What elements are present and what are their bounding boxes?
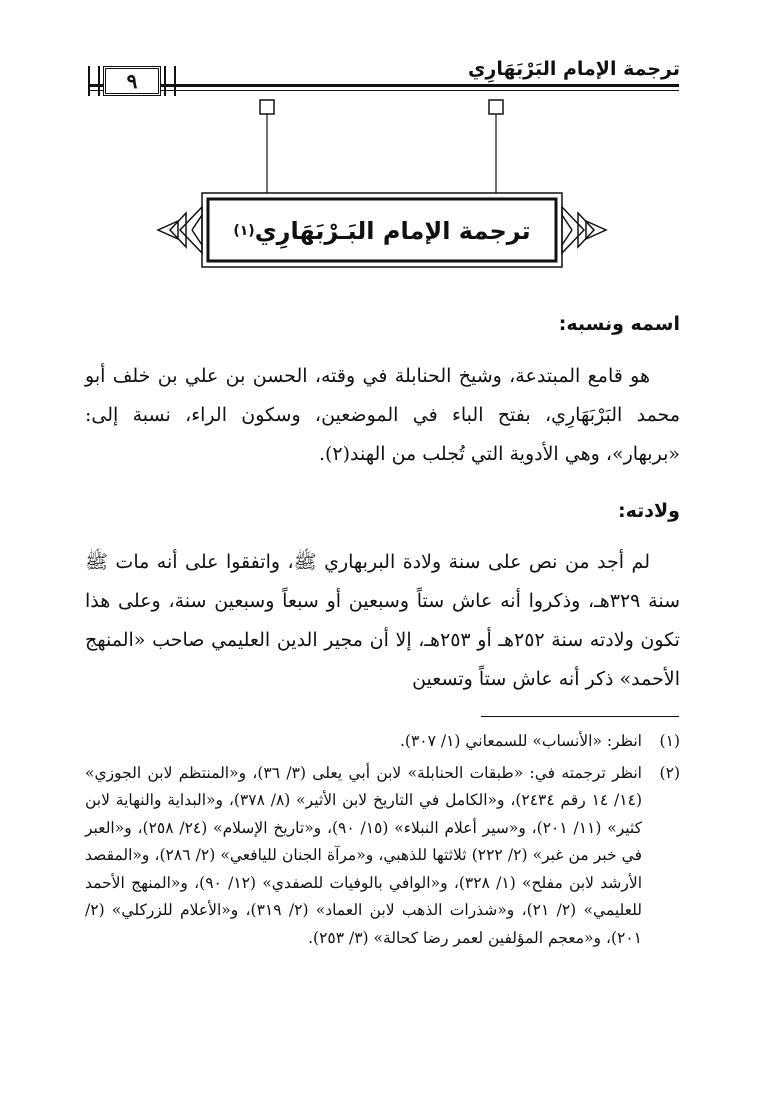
- footnote-separator: [481, 716, 679, 717]
- section-heading: اسمه ونسبه:: [558, 313, 680, 335]
- footnote-text: انظر ترجمته في: «طبقات الحنابلة» لابن أبي يعلى (٣/ ٣٦)، و«المنتظم لابن الجوزي» (١٤/ ١٤ رقم ٢٤٣٤)، و«الكامل في التاريخ لابن الأثير» (٨/ ٣٧٨)، و«البداية والنهاية لابن كثير» (١١/ ٢٠١)، و«سير أعلام النبلاء» (١٥/ ٩٠)، و«تاريخ الإسلام» (٢٤/ ٢٥٨)، و«العبر في خبر من غبر» (٢/ ٢٢٢) ثلاثتها للذهبي، و«مرآة الجنان لليافعي» (٢/ ٢٨٦)، و«المقصد الأرشد لابن مفلح» (١/ ٣٢٨)، و«الوافي بالوفيات للصفدي» (١٢/ ٩٠)، و«المنهج الأحمد للعليمي» (٢/ ٢١)، و«شذرات الذهب لابن العماد» (٢/ ٣١٩)، و«الأعلام للزركلي» (٢/ ٢٠١)، و«معجم المؤلفين لعمر رضا كحالة» (٣/ ٢٥٣).: [85, 763, 643, 947]
- section-heading: ولادته:: [618, 500, 680, 522]
- section-name-lineage-body: [85, 357, 680, 474]
- paragraph: لم أجد من نص على سنة ولادة البربهاري ﷺ، واتفقوا على أنه مات ﷺ سنة ٣٢٩هـ، وذكروا أنه عاش ستاً وسبعين أو سبعاً وسبعين سنة، وعلى هذا تكون ولادته سنة ٢٥٢هـ أو ٢٥٣هـ، إلا أن مجير الدين العليمي صاحب «المنهج الأحمد» ذكر أنه عاش ستاً وتسعين: [85, 551, 680, 690]
- header-rule-thin: [90, 90, 679, 91]
- page-number-bars-left: [88, 66, 100, 96]
- footnote-text: انظر: «الأنساب» للسمعاني (١/ ٣٠٧).: [399, 732, 642, 750]
- chapter-title-text: ترجمة الإمام البَـرْبَهَارِي: [254, 217, 531, 245]
- paragraph: هو قامع المبتدعة، وشيخ الحنابلة في وقته، الحسن بن علي بن خلف أبو محمد البَرْبَهَارِي، بفتح الباء في الموضعين، وسكون الراء، نسبة إلى: «بربهار»، وهي الأدوية التي تُجلب من الهند(٢).: [85, 365, 680, 465]
- footnote-item: [85, 760, 680, 953]
- section-birth-body: [85, 543, 680, 699]
- header-rule: [90, 84, 679, 87]
- footnotes: [85, 728, 680, 952]
- footnote-item: [85, 728, 680, 756]
- footnote-number: (٢): [659, 763, 680, 782]
- section-name-lineage: [85, 313, 680, 335]
- section-birth: [85, 500, 680, 522]
- chapter-title: [212, 202, 552, 260]
- running-title: ترجمة الإمام البَرْبَهَارِي: [467, 58, 680, 80]
- page-number: ٩: [103, 66, 161, 96]
- footnote-number: (١): [659, 732, 680, 750]
- chapter-title-footnote-ref: (١): [233, 223, 255, 239]
- page-number-bars-right: [164, 66, 176, 96]
